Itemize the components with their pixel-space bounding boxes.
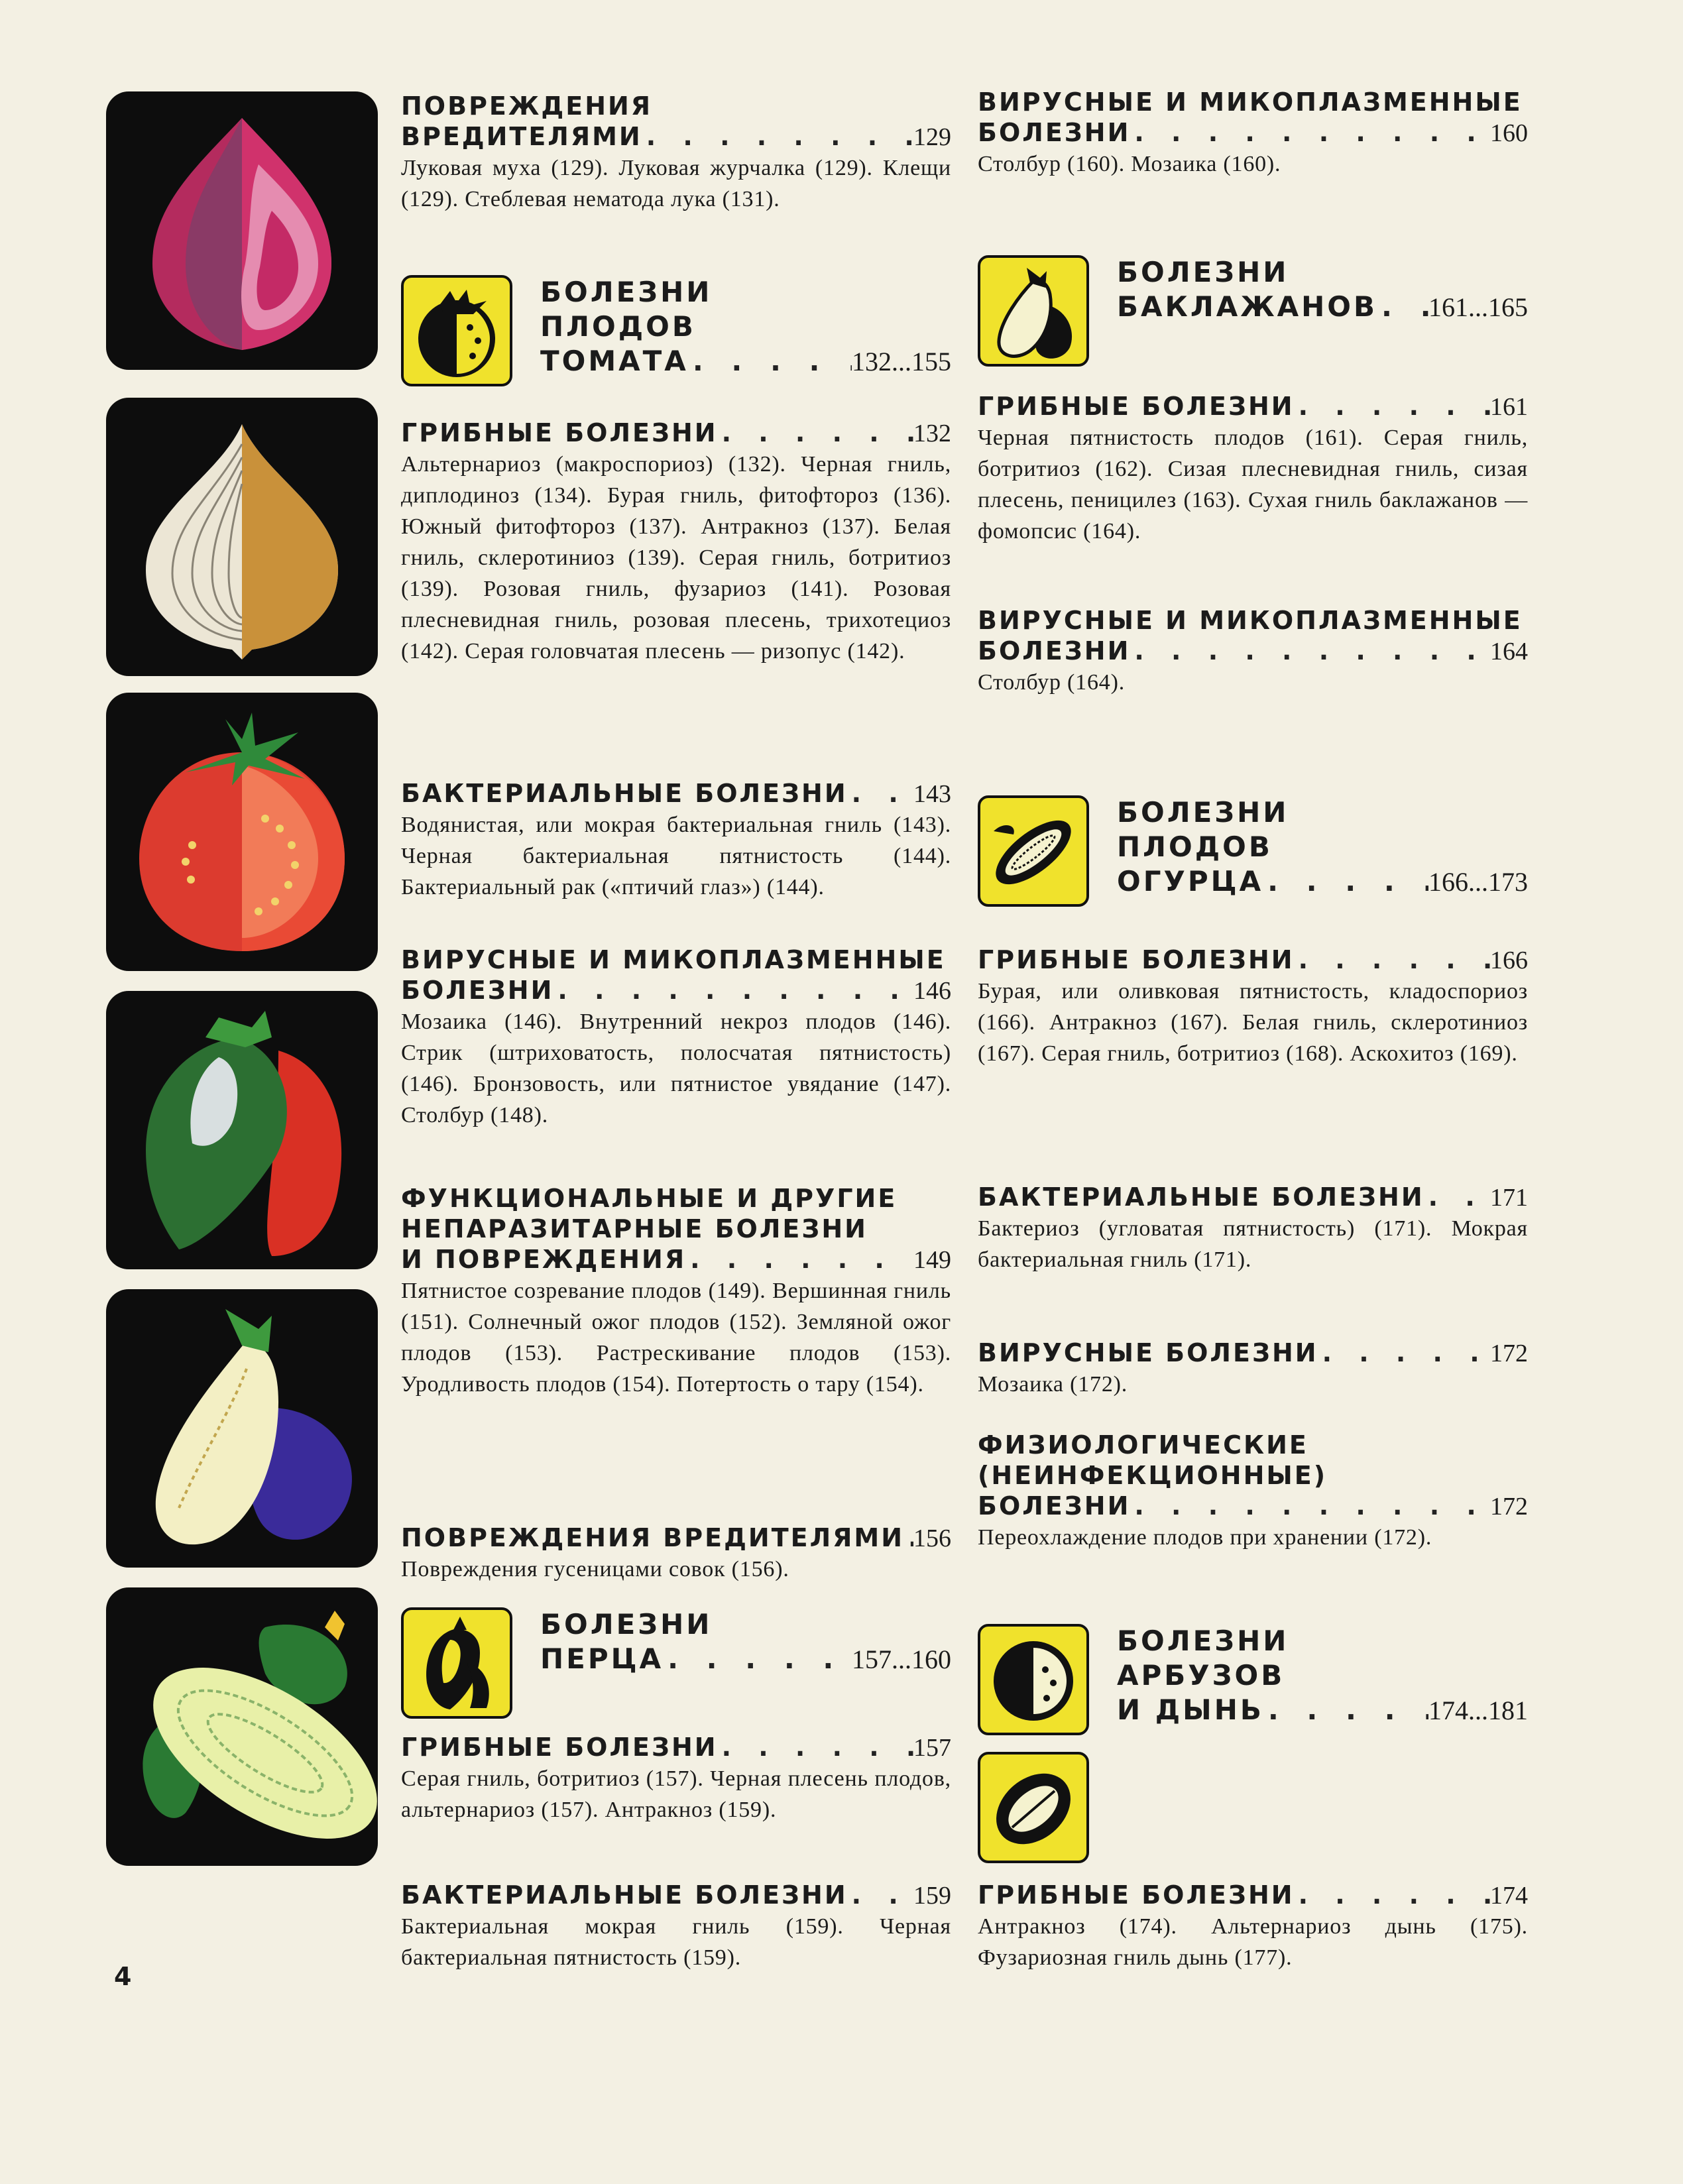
entry-body: Луковая муха (129). Луковая журчалка (129). Клещи (129). Стеблевая нематода лука (131). xyxy=(401,156,951,211)
section-header xyxy=(978,795,1528,928)
entry-heading-text: ГРИБНЫЕ БОЛЕЗНИ xyxy=(978,945,1295,974)
leader-dots xyxy=(848,1880,913,1910)
toc-entry xyxy=(978,1338,1528,1400)
section-title-line: БОЛЕЗНИ xyxy=(1117,1625,1289,1657)
section-title-line: БОЛЕЗНИ xyxy=(540,276,713,308)
section-title-text: БАКЛАЖАНОВ xyxy=(1117,290,1378,323)
entry-page-number[interactable]: 149 xyxy=(913,1246,951,1274)
entry-heading-text: БОЛЕЗНИ xyxy=(978,118,1131,147)
section-page-range[interactable]: 157...160 xyxy=(852,1644,951,1674)
entry-body: Повреждения гусеницами совок (156). xyxy=(401,1557,789,1581)
entry-heading xyxy=(978,391,1528,422)
section-page-range[interactable]: 174...181 xyxy=(1428,1695,1528,1725)
watermelon-icon xyxy=(978,1624,1089,1735)
leader-dots xyxy=(1130,1491,1490,1521)
toc-entry xyxy=(978,945,1528,1069)
entry-body: Бактериоз (угловатая пятнистость) (171). Мокрая бактериальная гниль (171). xyxy=(978,1216,1528,1272)
entry-heading-text: ПОВРЕЖДЕНИЯ ВРЕДИТЕЛЯМИ xyxy=(401,1523,905,1552)
entry-heading-line: ФИЗИОЛОГИЧЕСКИЕ xyxy=(978,1430,1308,1460)
entry-heading xyxy=(978,636,1528,667)
section-page-range[interactable]: 132...155 xyxy=(852,347,951,376)
entry-page-number[interactable]: 161 xyxy=(1490,393,1528,421)
entry-page-number[interactable]: 143 xyxy=(913,780,951,808)
toc-entry xyxy=(978,605,1528,698)
leader-dots xyxy=(689,344,852,378)
entry-heading-text: ГРИБНЫЕ БОЛЕЗНИ xyxy=(401,418,718,447)
toc-entry xyxy=(401,945,951,1131)
leader-dots xyxy=(1130,636,1490,666)
entry-page-number[interactable]: 157 xyxy=(913,1734,951,1762)
entry-heading-text: БАКТЕРИАЛЬНЫЕ БОЛЕЗНИ xyxy=(401,779,848,808)
entry-heading-text: ВРЕДИТЕЛЯМИ xyxy=(401,122,642,151)
entry-body: Мозаика (146). Внутренний некроз плодов (146). Стрик (штриховатость, полосчатая пятнистость) (146). Бронзовость, или пятнистое увядание (147). Столбур (148). xyxy=(401,1009,951,1127)
entry-page-number[interactable]: 164 xyxy=(1490,638,1528,665)
section-title-line: АРБУЗОВ xyxy=(1117,1659,1285,1692)
leader-dots xyxy=(1263,864,1428,899)
entry-body: Бактериальная мокрая гниль (159). Черная бактериальная пятнистость (159). xyxy=(401,1914,951,1970)
eggplant-icon xyxy=(978,255,1089,367)
entry-body: Альтернариоз (макроспориоз) (132). Черная гниль, диплодиноз (134). Бурая гниль, фитофтороз (136). Южный фитофтороз (137). Антракноз (137). Белая гниль, склеротиниоз (139). Серая гниль, ботритиоз (139). Розовая гниль, фузариоз (141). Розовая плесневидная гниль, розовая плесень, трихотециоз (142). Серая головчатая плесень — ризопус (142). xyxy=(401,452,951,663)
entry-heading xyxy=(978,945,1528,976)
entry-heading-line: ВИРУСНЫЕ И МИКОПЛАЗМЕННЫЕ xyxy=(401,945,946,974)
leader-dots xyxy=(553,975,913,1006)
pepper-illustration xyxy=(106,991,378,1269)
toc-entry xyxy=(978,87,1528,180)
entry-heading xyxy=(401,418,951,449)
toc-entry xyxy=(978,391,1528,547)
entry-page-number[interactable]: 132 xyxy=(913,420,951,447)
entry-heading-line: ПОВРЕЖДЕНИЯ xyxy=(401,91,653,121)
leader-dots xyxy=(1295,391,1490,422)
entry-heading xyxy=(401,1523,951,1554)
leader-dots xyxy=(642,121,913,152)
toc-entry xyxy=(978,1182,1528,1275)
entry-page-number[interactable]: 159 xyxy=(913,1882,951,1910)
entry-page-number[interactable]: 146 xyxy=(913,977,951,1005)
section-title-text: ТОМАТА xyxy=(540,345,689,377)
leader-dots xyxy=(1318,1338,1490,1368)
entry-page-number[interactable]: 166 xyxy=(1490,947,1528,974)
toc-entry xyxy=(401,418,951,667)
section-title xyxy=(1117,1624,1528,1728)
entry-heading xyxy=(401,1244,951,1275)
entry-heading-line: НЕПАРАЗИТАРНЫЕ БОЛЕЗНИ xyxy=(401,1214,868,1243)
leader-dots xyxy=(1264,1693,1428,1727)
leader-dots xyxy=(1130,117,1490,148)
toc-entry xyxy=(401,1880,951,1973)
tomato-illustration xyxy=(106,693,378,971)
entry-page-number[interactable]: 171 xyxy=(1490,1184,1528,1212)
section-title-line: ПЛОДОВ xyxy=(540,310,696,343)
section-title xyxy=(1117,255,1528,325)
entry-page-number[interactable]: 172 xyxy=(1490,1493,1528,1521)
section-title-line: ПЛОДОВ xyxy=(1117,831,1273,863)
section-header xyxy=(401,1607,951,1740)
eggplant-illustration xyxy=(106,1289,378,1568)
entry-body: Пятнистое созревание плодов (149). Вершинная гниль (151). Солнечный ожог плодов (152). Земляной ожог плодов (153). Растрескивание плодов (153). Уродливость плодов (154). Потертость о тару (154). xyxy=(401,1279,951,1397)
entry-page-number[interactable]: 160 xyxy=(1490,119,1528,147)
entry-body: Черная пятнистость плодов (161). Серая гниль, ботритиоз (162). Сизая плесневидная гниль, сизая плесень, пеницилез (163). Сухая гниль баклажанов — фомопсис (164). xyxy=(978,426,1528,544)
entry-body: Антракноз (174). Альтернариоз дынь (175). Фузариозная гниль дынь (177). xyxy=(978,1914,1528,1970)
leader-dots xyxy=(718,418,913,448)
section-header xyxy=(401,275,951,408)
leader-dots xyxy=(848,778,913,809)
entry-heading-text: БОЛЕЗНИ xyxy=(978,636,1131,665)
section-page-range[interactable]: 166...173 xyxy=(1428,867,1528,897)
entry-heading xyxy=(978,117,1528,148)
toc-entry xyxy=(401,91,951,215)
toc-entry xyxy=(978,1430,1528,1553)
section-title-last xyxy=(1117,864,1528,899)
toc-entry xyxy=(401,778,951,903)
entry-heading xyxy=(978,1491,1528,1522)
leader-dots xyxy=(686,1244,913,1275)
toc-entry xyxy=(401,1523,951,1585)
entry-heading xyxy=(401,1880,951,1911)
toc-entry xyxy=(401,1183,951,1400)
entry-heading xyxy=(401,778,951,809)
section-title-text: ПЕРЦА xyxy=(540,1642,664,1675)
section-title-last xyxy=(540,1642,951,1677)
entry-heading-text: И ПОВРЕЖДЕНИЯ xyxy=(401,1245,687,1274)
section-title-last xyxy=(540,344,951,379)
entry-heading-text: ГРИБНЫЕ БОЛЕЗНИ xyxy=(401,1733,718,1762)
entry-page-number[interactable]: 174 xyxy=(1490,1882,1528,1910)
section-header xyxy=(978,1624,1528,1756)
entry-body: Столбур (160). Мозаика (160). xyxy=(978,152,1281,176)
section-title-line: БОЛЕЗНИ xyxy=(1117,796,1289,829)
toc-entry xyxy=(978,1880,1528,1973)
entry-heading-text: БОЛЕЗНИ xyxy=(978,1491,1131,1521)
melon-icon xyxy=(978,1752,1089,1863)
cucumber-icon xyxy=(978,795,1089,907)
section-title-text: И ДЫНЬ xyxy=(1117,1694,1264,1726)
entry-page-number[interactable]: 129 xyxy=(913,123,951,151)
entry-page-number[interactable]: 172 xyxy=(1490,1340,1528,1367)
page-number: 4 xyxy=(114,1962,132,1991)
onion-illustration xyxy=(106,398,378,676)
tomato-icon xyxy=(401,275,512,386)
entry-heading-text: БАКТЕРИАЛЬНЫЕ БОЛЕЗНИ xyxy=(401,1880,848,1910)
beet-illustration xyxy=(106,91,378,370)
pepper-icon xyxy=(401,1607,512,1719)
entry-heading-text: ГРИБНЫЕ БОЛЕЗНИ xyxy=(978,1880,1295,1910)
entry-body: Серая гниль, ботритиоз (157). Черная плесень плодов, альтернариоз (157). Антракноз (159). xyxy=(401,1766,951,1822)
entry-heading xyxy=(978,1338,1528,1369)
section-title xyxy=(540,1607,951,1677)
leader-dots xyxy=(1424,1182,1490,1212)
cucumber-illustration xyxy=(106,1587,378,1866)
entry-body: Столбур (164). xyxy=(978,670,1126,695)
entry-heading-line: ФУНКЦИОНАЛЬНЫЕ И ДРУГИЕ xyxy=(401,1184,898,1213)
section-title-line: БОЛЕЗНИ xyxy=(1117,256,1289,288)
entry-heading xyxy=(401,975,951,1006)
section-title-text: ОГУРЦА xyxy=(1117,865,1264,897)
leader-dots xyxy=(1377,290,1428,324)
section-title-line: БОЛЕЗНИ xyxy=(540,1608,713,1640)
entry-heading xyxy=(978,1880,1528,1911)
entry-body: Водянистая, или мокрая бактериальная гниль (143). Черная бактериальная пятнистость (144). Бактериальный рак («птичий глаз») (144). xyxy=(401,813,951,899)
entry-heading-line: (НЕИНФЕКЦИОННЫЕ) xyxy=(978,1461,1328,1490)
leader-dots xyxy=(1295,945,1490,975)
toc-entry xyxy=(401,1732,951,1825)
entry-heading-text: ГРИБНЫЕ БОЛЕЗНИ xyxy=(978,392,1295,421)
entry-heading xyxy=(401,121,951,152)
entry-body: Бурая, или оливковая пятнистость, кладоспориоз (166). Антракноз (167). Белая гниль, склеротиниоз (167). Серая гниль, ботритиоз (168). Аскохитоз (169). xyxy=(978,979,1528,1066)
leader-dots xyxy=(664,1642,852,1676)
section-title-last xyxy=(1117,1693,1528,1728)
leader-dots xyxy=(718,1732,913,1762)
entry-heading-text: ВИРУСНЫЕ БОЛЕЗНИ xyxy=(978,1338,1318,1367)
leader-dots xyxy=(1295,1880,1490,1910)
entry-heading xyxy=(401,1732,951,1763)
entry-page-number[interactable]: 156 xyxy=(913,1524,951,1552)
entry-heading-text: БОЛЕЗНИ xyxy=(401,976,554,1005)
entry-heading-line: ВИРУСНЫЕ И МИКОПЛАЗМЕННЫЕ xyxy=(978,606,1523,635)
section-title xyxy=(540,275,951,379)
leader-dots xyxy=(904,1523,913,1553)
section-header xyxy=(978,255,1528,388)
entry-body: Мозаика (172). xyxy=(978,1372,1128,1397)
section-title-last xyxy=(1117,290,1528,325)
section-page-range[interactable]: 161...165 xyxy=(1428,292,1528,322)
entry-heading-text: БАКТЕРИАЛЬНЫЕ БОЛЕЗНИ xyxy=(978,1182,1424,1212)
entry-heading-line: ВИРУСНЫЕ И МИКОПЛАЗМЕННЫЕ xyxy=(978,87,1523,117)
section-title xyxy=(1117,795,1528,899)
entry-heading xyxy=(978,1182,1528,1213)
entry-body: Переохлаждение плодов при хранении (172). xyxy=(978,1525,1432,1550)
